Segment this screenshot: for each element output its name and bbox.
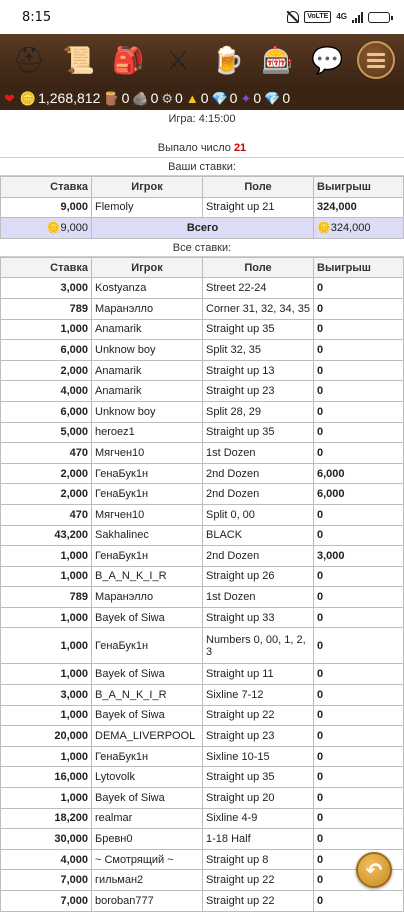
bet-win: 6,000 — [314, 463, 404, 484]
bet-stake: 7,000 — [1, 870, 92, 891]
chat-bubbles-icon[interactable]: 💬 — [311, 45, 344, 75]
bet-win: 0 — [314, 401, 404, 422]
heart-icon: ❤ — [4, 90, 15, 106]
resource-value: 0 — [253, 90, 262, 106]
bet-stake: 1,000 — [1, 607, 92, 628]
game-menu-bar — [0, 34, 404, 86]
bet-win: 0 — [314, 628, 404, 664]
bet-stake: 1,000 — [1, 664, 92, 685]
table-row — [1, 197, 404, 218]
table-row — [1, 360, 404, 381]
network-type: 4G — [336, 12, 347, 21]
bet-field: Straight up 20 — [203, 788, 314, 809]
bet-win: 0 — [314, 767, 404, 788]
table-row — [1, 422, 404, 443]
bet-field: 2nd Dozen — [203, 546, 314, 567]
resource-value: 1,268,812 — [38, 90, 101, 106]
table-row — [1, 484, 404, 505]
column-player: Игрок — [92, 257, 203, 278]
bet-field: Straight up 21 — [203, 197, 314, 218]
mute-icon — [287, 11, 299, 23]
column-win: Выигрыш — [314, 177, 404, 198]
bet-stake: 4,000 — [1, 849, 92, 870]
bet-player: Kostyanza — [92, 278, 203, 299]
winning-number-label: Выпало число — [157, 142, 231, 154]
bet-player: Bayek of Siwa — [92, 664, 203, 685]
status-bar — [0, 0, 404, 34]
gold-icon: 🪙 — [46, 222, 61, 235]
bet-field: 2nd Dozen — [203, 484, 314, 505]
gold-icon: 🪙 — [317, 222, 331, 235]
table-row — [1, 504, 404, 525]
bet-stake: 470 — [1, 443, 92, 464]
table-row — [1, 381, 404, 402]
bet-stake: 30,000 — [1, 829, 92, 850]
winning-number: 21 — [233, 142, 247, 154]
all-bets-table — [0, 257, 404, 912]
resource-wood — [103, 90, 129, 106]
bet-player: Anamarik — [92, 360, 203, 381]
bet-stake: 9,000 — [1, 197, 92, 218]
bet-field: 1st Dozen — [203, 587, 314, 608]
bet-player: ГенаБук1н — [92, 628, 203, 664]
table-row — [1, 443, 404, 464]
table-row — [1, 566, 404, 587]
bet-field: Straight up 11 — [203, 664, 314, 685]
crystal-icon: 💎 — [211, 90, 228, 106]
bet-win: 0 — [314, 381, 404, 402]
gems-icon: ✦ — [240, 90, 252, 106]
game-time: Игра: 4:15:00 — [168, 113, 236, 125]
table-header — [1, 257, 404, 278]
bet-field: Straight up 8 — [203, 849, 314, 870]
table-row — [1, 628, 404, 664]
bet-win: 0 — [314, 319, 404, 340]
bet-field: Straight up 26 — [203, 566, 314, 587]
bet-win: 0 — [314, 504, 404, 525]
bet-stake: 1,000 — [1, 746, 92, 767]
resource-value: 0 — [150, 90, 159, 106]
bet-stake: 43,200 — [1, 525, 92, 546]
beer-mug-icon[interactable]: 🍺 — [211, 45, 245, 75]
bet-win: 0 — [314, 829, 404, 850]
bet-win: 0 — [314, 566, 404, 587]
stone-icon: 🪨 — [132, 90, 149, 106]
bet-player: Bayek of Siwa — [92, 788, 203, 809]
resource-heart — [4, 92, 17, 105]
resource-sand — [186, 90, 209, 106]
bet-win: 0 — [314, 607, 404, 628]
bet-stake: 3,000 — [1, 278, 92, 299]
bet-field: Straight up 35 — [203, 319, 314, 340]
helmet-icon[interactable]: ⛑ — [12, 45, 46, 75]
resource-diamond — [264, 90, 290, 106]
resource-value: 0 — [200, 90, 209, 106]
your-bets-table — [0, 176, 404, 239]
table-row — [1, 726, 404, 747]
bet-stake: 1,000 — [1, 705, 92, 726]
table-row — [1, 340, 404, 361]
bet-player: Маранэлло — [92, 298, 203, 319]
bet-field: Street 22-24 — [203, 278, 314, 299]
table-row — [1, 705, 404, 726]
bet-stake: 2,000 — [1, 360, 92, 381]
bet-player: Мягчен10 — [92, 443, 203, 464]
diamond-icon: 💎 — [264, 90, 281, 106]
bet-win: 0 — [314, 340, 404, 361]
bet-player: realmar — [92, 808, 203, 829]
bet-field: Straight up 35 — [203, 767, 314, 788]
bet-field: Straight up 33 — [203, 607, 314, 628]
bet-stake: 2,000 — [1, 484, 92, 505]
main-menu-icon[interactable] — [357, 41, 395, 79]
table-row — [1, 401, 404, 422]
resource-stone — [132, 90, 158, 106]
bet-field: 2nd Dozen — [203, 463, 314, 484]
bet-stake: 7,000 — [1, 891, 92, 912]
bet-win: 0 — [314, 525, 404, 546]
bet-win: 6,000 — [314, 484, 404, 505]
bet-win: 3,000 — [314, 546, 404, 567]
table-row — [1, 788, 404, 809]
bet-player: Anamarik — [92, 381, 203, 402]
bet-player: B_A_N_K_I_R — [92, 685, 203, 706]
system-icons — [287, 11, 390, 23]
bet-stake: 6,000 — [1, 340, 92, 361]
bet-field: Split 28, 29 — [203, 401, 314, 422]
iron-icon: ⚙ — [161, 90, 174, 106]
bet-stake: 1,000 — [1, 546, 92, 567]
table-row — [1, 298, 404, 319]
column-stake: Ставка — [1, 257, 92, 278]
table-row — [1, 607, 404, 628]
total-label: Всего — [92, 218, 314, 239]
bet-player: heroez1 — [92, 422, 203, 443]
resource-value: 0 — [229, 90, 238, 106]
gold-icon: 🪙 — [19, 90, 37, 106]
bet-win: 0 — [314, 891, 404, 912]
bet-stake: 1,000 — [1, 628, 92, 664]
bet-player: Lytovolk — [92, 767, 203, 788]
back-button[interactable]: ↶ — [356, 852, 392, 888]
bet-player: Bayek of Siwa — [92, 705, 203, 726]
table-row — [1, 587, 404, 608]
table-row — [1, 870, 404, 891]
table-row — [1, 891, 404, 912]
bet-stake: 3,000 — [1, 685, 92, 706]
bet-player: Бревн0 — [92, 829, 203, 850]
crossed-swords-icon[interactable]: ⚔ — [166, 45, 190, 75]
table-row — [1, 849, 404, 870]
resource-gold — [20, 90, 100, 106]
table-row — [1, 546, 404, 567]
bet-win: 0 — [314, 808, 404, 829]
table-row — [1, 278, 404, 299]
bet-player: Anamarik — [92, 319, 203, 340]
column-player: Игрок — [92, 177, 203, 198]
bet-player: ГенаБук1н — [92, 463, 203, 484]
bet-player: ~ Смотрящий ~ — [92, 849, 203, 870]
table-row — [1, 463, 404, 484]
bet-win: 0 — [314, 870, 404, 891]
table-row — [1, 664, 404, 685]
resource-gems — [240, 90, 261, 106]
column-field: Поле — [203, 177, 314, 198]
bet-field: BLACK — [203, 525, 314, 546]
bet-win: 324,000 — [314, 197, 404, 218]
bet-win: 0 — [314, 685, 404, 706]
bet-player: Unknow boy — [92, 401, 203, 422]
bet-stake: 5,000 — [1, 422, 92, 443]
column-win: Выигрыш — [314, 257, 404, 278]
bet-player: Unknow boy — [92, 340, 203, 361]
bet-field: Straight up 23 — [203, 381, 314, 402]
sand-icon: ▲ — [185, 90, 199, 106]
table-row — [1, 829, 404, 850]
bet-win: 0 — [314, 443, 404, 464]
total-row — [1, 218, 404, 239]
table-header — [1, 177, 404, 198]
roulette-results — [0, 110, 404, 907]
bet-field: Numbers 0, 00, 1, 2, 3 — [203, 628, 314, 664]
resource-value: 0 — [282, 90, 291, 106]
your-bets-title: Ваши ставки: — [0, 158, 404, 176]
column-field: Поле — [203, 257, 314, 278]
bet-stake: 16,000 — [1, 767, 92, 788]
table-row — [1, 525, 404, 546]
table-row — [1, 746, 404, 767]
bet-field: Straight up 35 — [203, 422, 314, 443]
bet-win: 0 — [314, 587, 404, 608]
scroll-map-icon[interactable]: 📜 — [62, 45, 95, 75]
bet-field: Straight up 13 — [203, 360, 314, 381]
bet-field: Straight up 22 — [203, 891, 314, 912]
bet-field: 1st Dozen — [203, 443, 314, 464]
bet-win: 0 — [314, 422, 404, 443]
bet-field: Straight up 22 — [203, 870, 314, 891]
total-stake: 🪙9,000 — [1, 218, 92, 239]
bet-stake: 1,000 — [1, 566, 92, 587]
resource-value: 0 — [121, 90, 130, 106]
bet-field: Straight up 22 — [203, 705, 314, 726]
bet-field: 1-18 Half — [203, 829, 314, 850]
bet-stake: 4,000 — [1, 381, 92, 402]
bet-player: boroban777 — [92, 891, 203, 912]
bet-field: Corner 31, 32, 34, 35 — [203, 298, 314, 319]
winning-number-line — [0, 138, 404, 158]
resources-bar — [0, 86, 404, 110]
bet-stake: 2,000 — [1, 463, 92, 484]
bet-win: 0 — [314, 705, 404, 726]
clock: 8:15 — [22, 9, 52, 25]
table-row — [1, 319, 404, 340]
bet-player: ГенаБук1н — [92, 484, 203, 505]
table-row — [1, 808, 404, 829]
roulette-icon[interactable]: 🎰 — [261, 45, 294, 75]
bet-stake: 20,000 — [1, 726, 92, 747]
bet-field: Split 0, 00 — [203, 504, 314, 525]
bet-player: DEMA_LIVERPOOL — [92, 726, 203, 747]
bet-win: 0 — [314, 664, 404, 685]
bet-player: ГенаБук1н — [92, 746, 203, 767]
bet-win: 0 — [314, 298, 404, 319]
bet-field: Sixline 7-12 — [203, 685, 314, 706]
backpack-icon[interactable]: 🎒 — [112, 45, 145, 75]
battery-icon — [368, 12, 390, 23]
bet-win: 0 — [314, 360, 404, 381]
bet-player: ГенаБук1н — [92, 546, 203, 567]
bet-field: Sixline 4-9 — [203, 808, 314, 829]
resource-iron — [161, 90, 182, 106]
bet-field: Sixline 10-15 — [203, 746, 314, 767]
bet-player: Sakhalinec — [92, 525, 203, 546]
bet-player: гильман2 — [92, 870, 203, 891]
wood-icon: 🪵 — [103, 90, 120, 106]
bet-player: Мягчен10 — [92, 504, 203, 525]
bet-player: Маранэлло — [92, 587, 203, 608]
bet-stake: 6,000 — [1, 401, 92, 422]
all-bets-title: Все ставки: — [0, 239, 404, 257]
bet-win: 0 — [314, 849, 404, 870]
bet-field: Split 32, 35 — [203, 340, 314, 361]
bet-win: 0 — [314, 726, 404, 747]
bet-stake: 18,200 — [1, 808, 92, 829]
bet-stake: 470 — [1, 504, 92, 525]
bet-player: Bayek of Siwa — [92, 607, 203, 628]
total-win: 🪙324,000 — [314, 218, 404, 239]
bet-stake: 1,000 — [1, 319, 92, 340]
bet-win: 0 — [314, 278, 404, 299]
resource-crystal — [211, 90, 237, 106]
bet-stake: 1,000 — [1, 788, 92, 809]
volte-icon: VoLTE — [304, 11, 331, 23]
bet-field: Straight up 23 — [203, 726, 314, 747]
bet-stake: 789 — [1, 587, 92, 608]
bet-win: 0 — [314, 788, 404, 809]
column-stake: Ставка — [1, 177, 92, 198]
bet-player: B_A_N_K_I_R — [92, 566, 203, 587]
resource-value: 0 — [175, 90, 183, 106]
bet-stake: 789 — [1, 298, 92, 319]
signal-icon — [352, 12, 363, 23]
table-row — [1, 685, 404, 706]
table-row — [1, 767, 404, 788]
bet-player: Flemoly — [92, 197, 203, 218]
bet-win: 0 — [314, 746, 404, 767]
